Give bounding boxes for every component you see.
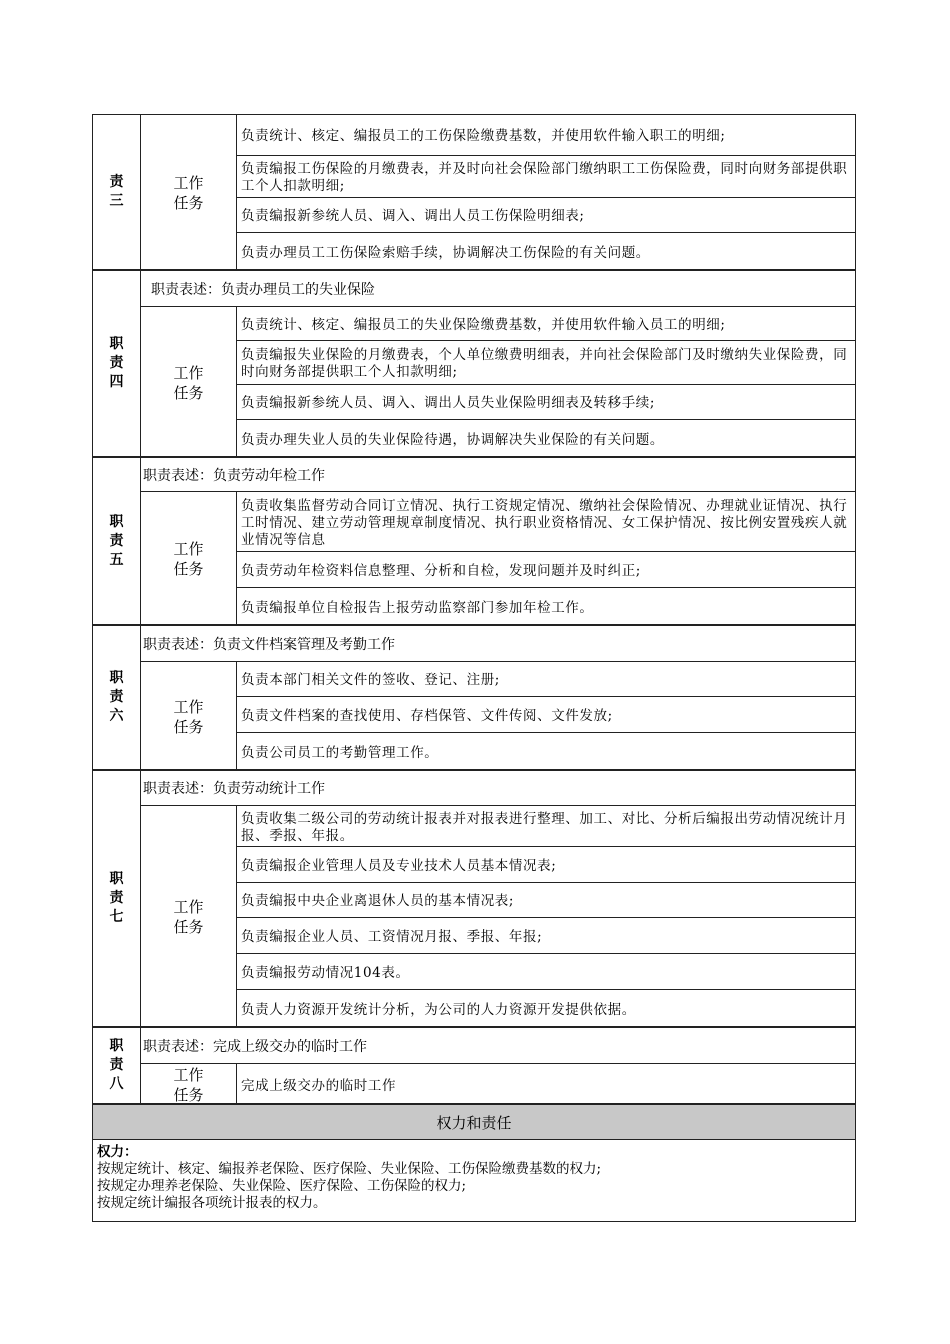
powers-section bbox=[92, 1140, 856, 1222]
task-item: 负责本部门相关文件的签收、登记、注册; bbox=[237, 662, 855, 697]
duty-block-3 bbox=[92, 114, 856, 270]
task-item: 负责文件档案的查找使用、存档保管、文件传阅、文件发放; bbox=[237, 697, 855, 733]
power-item: 按规定统计编报各项统计报表的权力。 bbox=[97, 1195, 327, 1211]
duty-label: 职责五 bbox=[93, 458, 141, 624]
task-item: 负责编报单位自检报告上报劳动监察部门参加年检工作。 bbox=[241, 600, 594, 616]
duty-label: 责三 bbox=[93, 115, 141, 269]
task-item: 负责统计、核定、编报员工的工伤保险缴费基数，并使用软件输入职工的明细; bbox=[237, 115, 855, 156]
task-item: 负责编报失业保险的月缴费表，个人单位缴费明细表，并向社会保险部门及时缴纳失业保险费，同时向财务部提供职工个人扣款明细; bbox=[237, 341, 855, 385]
task-label: 工作任务 bbox=[141, 492, 237, 626]
task-item: 负责收集监督劳动合同订立情况、执行工资规定情况、缴纳社会保险情况、办理就业证情况、执行工时情况、建立劳动管理规章制度情况、执行职业资格情况、女工保护情况、按比例安置残疾人就业情况等信息 bbox=[237, 492, 855, 552]
task-item: 负责公司员工的考勤管理工作。 bbox=[241, 745, 439, 761]
task-list bbox=[237, 806, 855, 1028]
task-item: 负责办理员工工伤保险索赔手续，协调解决工伤保险的有关问题。 bbox=[241, 245, 650, 261]
task-item: 负责编报劳动情况104表。 bbox=[237, 954, 855, 990]
duty-description: 职责表述：负责劳动年检工作 bbox=[141, 458, 855, 492]
duty-block-7 bbox=[92, 770, 856, 1027]
task-item: 负责人力资源开发统计分析，为公司的人力资源开发提供依据。 bbox=[241, 1002, 636, 1018]
duty-block-8 bbox=[92, 1027, 856, 1104]
task-item: 负责编报新参统人员、调入、调出人员工伤保险明细表; bbox=[237, 198, 855, 233]
task-list bbox=[237, 115, 855, 271]
task-label: 工作任务 bbox=[141, 115, 237, 271]
task-item: 负责劳动年检资料信息整理、分析和自检，发现问题并及时纠正; bbox=[237, 552, 855, 588]
duty-label: 职责四 bbox=[93, 271, 141, 456]
task-list bbox=[237, 662, 855, 771]
job-description-sheet bbox=[92, 114, 856, 1222]
task-item: 负责编报中央企业离退休人员的基本情况表; bbox=[237, 883, 855, 918]
duty-description: 职责表述：完成上级交办的临时工作 bbox=[141, 1028, 855, 1064]
task-item: 负责编报企业管理人员及专业技术人员基本情况表; bbox=[237, 847, 855, 883]
power-item: 按规定办理养老保险、失业保险、医疗保险、工伤保险的权力; bbox=[97, 1178, 467, 1194]
task-list bbox=[237, 1064, 855, 1105]
task-label: 工作任务 bbox=[141, 1064, 237, 1105]
duty-block-4 bbox=[92, 270, 856, 457]
section-header: 权力和责任 bbox=[92, 1104, 856, 1140]
powers-title: 权力： bbox=[97, 1144, 138, 1160]
task-label: 工作任务 bbox=[141, 806, 237, 1028]
duty-description: 职责表述：负责文件档案管理及考勤工作 bbox=[141, 626, 855, 662]
duty-description: 职责表述：负责劳动统计工作 bbox=[141, 771, 855, 806]
power-item: 按规定统计、核定、编报养老保险、医疗保险、失业保险、工伤保险缴费基数的权力; bbox=[97, 1161, 602, 1177]
task-item: 完成上级交办的临时工作 bbox=[241, 1077, 397, 1094]
task-label: 工作任务 bbox=[141, 662, 237, 771]
task-item: 负责编报工伤保险的月缴费表，并及时向社会保险部门缴纳职工工伤保险费，同时向财务部提供职工个人扣款明细; bbox=[237, 156, 855, 198]
duty-label: 职责六 bbox=[93, 626, 141, 769]
task-item: 负责编报新参统人员、调入、调出人员失业保险明细表及转移手续; bbox=[237, 385, 855, 420]
task-item: 负责编报企业人员、工资情况月报、季报、年报; bbox=[237, 918, 855, 954]
task-item: 负责统计、核定、编报员工的失业保险缴费基数，并使用软件输入员工的明细; bbox=[237, 307, 855, 341]
task-item: 负责收集二级公司的劳动统计报表并对报表进行整理、加工、对比、分析后编报出劳动情况统计月报、季报、年报。 bbox=[237, 806, 855, 847]
task-item: 负责办理失业人员的失业保险待遇，协调解决失业保险的有关问题。 bbox=[241, 432, 664, 448]
task-list bbox=[237, 307, 855, 458]
duty-label: 职责八 bbox=[93, 1028, 141, 1103]
task-list bbox=[237, 492, 855, 626]
duty-description: 职责表述：负责办理员工的失业保险 bbox=[141, 271, 855, 307]
duty-block-6 bbox=[92, 625, 856, 770]
task-label: 工作任务 bbox=[141, 307, 237, 458]
duty-label: 职责七 bbox=[93, 771, 141, 1026]
duty-block-5 bbox=[92, 457, 856, 625]
